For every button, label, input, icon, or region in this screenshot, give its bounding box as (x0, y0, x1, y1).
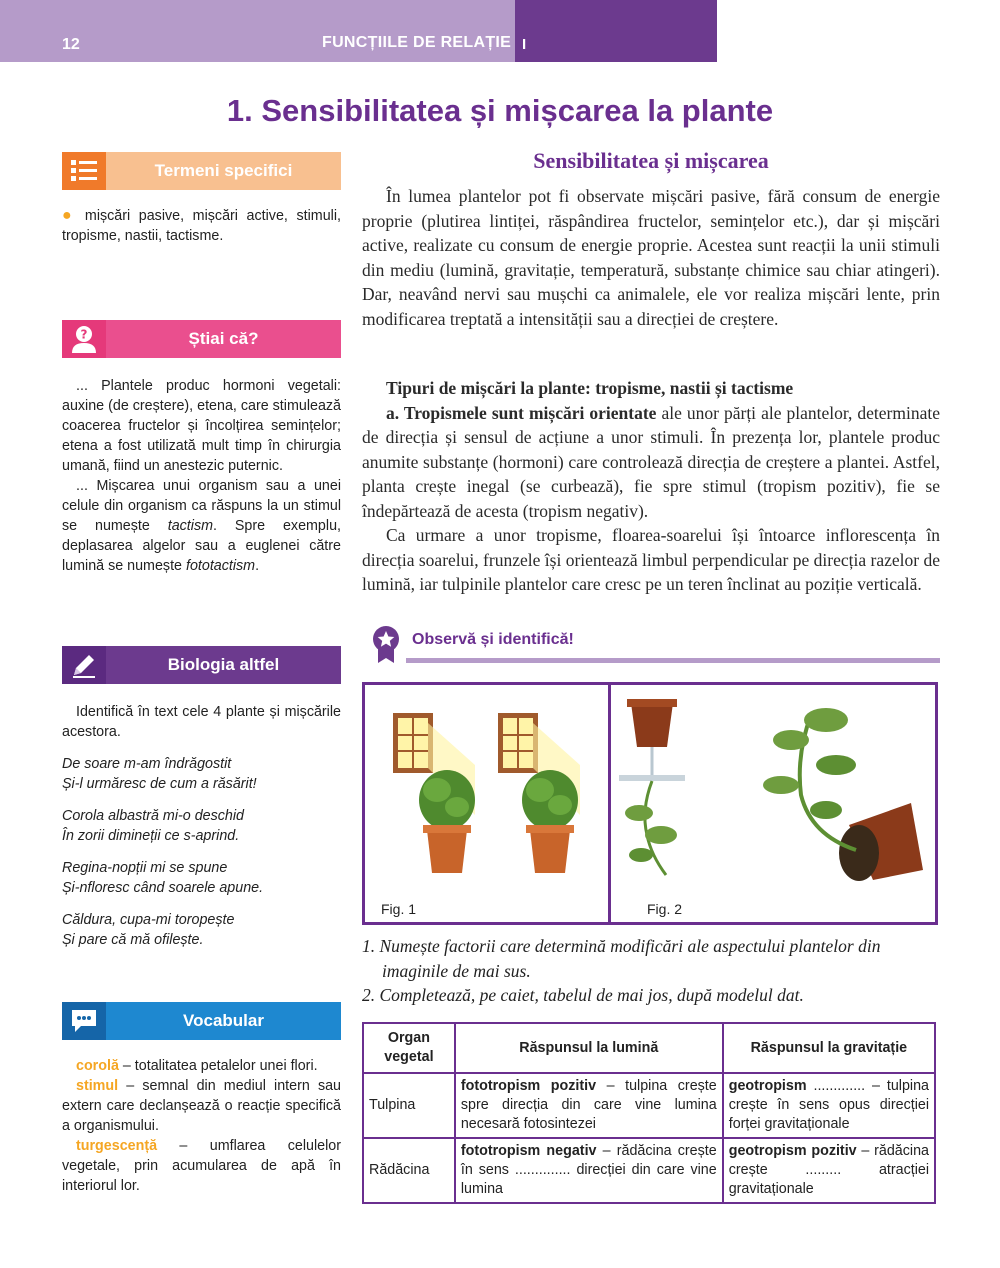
response-table (362, 1022, 936, 1204)
stiai-text-block (62, 376, 341, 576)
vocab-item: turgescență – umflarea celulelor vegetale, prin acumularea de apă în interiorul lor. (62, 1138, 341, 1194)
poem-stanza: Căldura, cupa-mi toropește Și pare că mă ofilește. (62, 912, 235, 948)
questions-list (362, 934, 940, 1008)
table-row (363, 1073, 935, 1138)
organ-cell: Rădăcina (363, 1138, 455, 1203)
vocab-item: corolă – totalitatea petalelor unei flori. (76, 1058, 318, 1074)
speech-bubble-icon (62, 1002, 106, 1040)
intro-text (362, 184, 940, 331)
stiai-paragraph-2: ... Mișcarea unui organism sau a unei celule din organism ca răspuns la un stimul se numește tactism. Spre exemplu, deplasarea algelor sau a euglenei către lumină se numește fototactism. (62, 478, 341, 574)
termeni-heading: Termeni specifici (106, 152, 341, 190)
question-item: 2. Completează, pe caiet, tabelul de mai jos, după modelul dat. (362, 985, 804, 1005)
section-number: I (522, 36, 527, 53)
page-number: 12 (62, 36, 80, 53)
figures-box (362, 682, 938, 925)
organ-cell: Tulpina (363, 1073, 455, 1138)
poem-stanza: Regina-nopții mi se spune Și-nfloresc când soarele apune. (62, 860, 264, 896)
biologia-header (62, 646, 341, 684)
stiai-header (62, 320, 341, 358)
fig1-illustration (365, 685, 608, 895)
table-header-cell: Răspunsul la gravitație (723, 1023, 935, 1073)
star-badge-icon (370, 625, 402, 665)
vocabular-heading: Vocabular (106, 1002, 341, 1040)
biologia-text-block (62, 702, 341, 950)
observa-label: Observă și identifică! (412, 631, 574, 648)
termeni-text: mișcări pasive, mișcări active, stimuli, tropisme, nastii, tactisme. (62, 208, 341, 244)
section-subtitle: Sensibilitatea și mișcarea (533, 148, 769, 173)
list-icon (62, 152, 106, 190)
vocab-item: stimul – semnal din mediul intern sau extern care declanșează o reacție specifică a organismului. (62, 1078, 341, 1134)
table-header-cell: Organ vegetal (363, 1023, 455, 1073)
termeni-text-block (62, 206, 341, 246)
vocabular-header (62, 1002, 341, 1040)
paragraph-3: Ca urmare a unor tropisme, floarea-soarelui își întoarce inflorescența în direcția soarelui, frunzele își orientează limbul perpendicular pe direcția razelor de lumină, iar tulpinile plantelor care cresc pe un teren înclinat au poziție verticală. (362, 525, 940, 594)
stiai-paragraph-1: ... Plantele produc hormoni vegetali: auxine (de creștere), etena, care stimulează coacerea fructelor și încolțirea semințelor; etena a fost utilizată mult timp în chirurgia umană, fiind un anestezic puternic. (62, 378, 341, 474)
fig2-photo (611, 685, 936, 895)
paragraph-1: În lumea plantelor pot fi observate mișcări pasive, fără consum de energie proprie (plutirea lintiței, răspândirea fructelor, semințelor etc.), dar și mișcări active, realizate cu consum de energie proprie. Acestea sunt reacții la unii stimuli din mediu (lumină, gravitație, temperatură, substanțe chimice sau chiar atingeri). Dar, neavând nervi sau mușchi ca animalele, ele vor realiza mișcări lente, prin modificarea treptată a intensității sau a direcției de creștere. (362, 186, 940, 329)
biologia-heading: Biologia altfel (106, 646, 341, 684)
biologia-intro: Identifică în text cele 4 plante și mișcările acestora. (62, 704, 341, 740)
svg-text:?: ? (80, 327, 88, 342)
table-header-row (363, 1023, 935, 1073)
question-person-icon (62, 320, 106, 358)
observa-header (362, 625, 940, 665)
page-title: 1. Sensibilitatea și mișcarea la plante (226, 93, 774, 128)
fig2-caption: Fig. 2 (647, 901, 683, 917)
bullet-dot-icon: ● (62, 207, 77, 224)
fig1-caption: Fig. 1 (381, 901, 417, 917)
observa-rule (406, 658, 940, 663)
types-heading: Tipuri de mișcări la plante: tropisme, nastii și tactisme (386, 378, 794, 398)
termeni-header (62, 152, 341, 190)
poem-stanza: De soare m-am îndrăgostit Și-l urmăresc de cum a răsărit! (62, 756, 257, 792)
chapter-title: FUNCȚIILE DE RELAȚIE (322, 34, 512, 51)
header-bar-right (515, 0, 717, 62)
gravity-response-cell: geotropism pozitiv – rădăcina crește ......... atracției gravitaționale (723, 1138, 935, 1203)
light-response-cell: fototropism pozitiv – tulpina crește spre direcția din care vine lumina necesară fotosintezei (455, 1073, 723, 1138)
light-response-cell: fototropism negativ – rădăcina crește în sens .............. direcției din care vine lumina (455, 1138, 723, 1203)
gravity-response-cell: geotropism ............. – tulpina crește în sens opus direcției forței gravitaționale (723, 1073, 935, 1138)
paragraph-2: a. Tropismele sunt mișcări orientate ale unor părți ale plantelor, determinate de direcția și sensul de acțiune a unor stimuli. În prezența lor, plantele produc anumite substanțe (hormoni) care controlează direcția de creștere a plantei. Astfel, planta crește inegal (se curbează), fie spre stimul (tropism pozitiv), fie se îndepărtează de acesta (tropism negativ). (362, 402, 940, 521)
table-row (363, 1138, 935, 1203)
table-header-cell: Răspunsul la lumină (455, 1023, 723, 1073)
vocabular-text-block (62, 1056, 341, 1196)
question-item: 1. Numește factorii care determină modificări ale aspectului plantelor din imaginile de mai sus. (362, 936, 881, 981)
stiai-heading: Știai că? (106, 320, 341, 358)
pencil-icon (62, 646, 106, 684)
tropism-text (362, 376, 940, 597)
poem-stanza: Corola albastră mi-o deschid În zorii dimineții ce s-aprind. (62, 808, 244, 844)
